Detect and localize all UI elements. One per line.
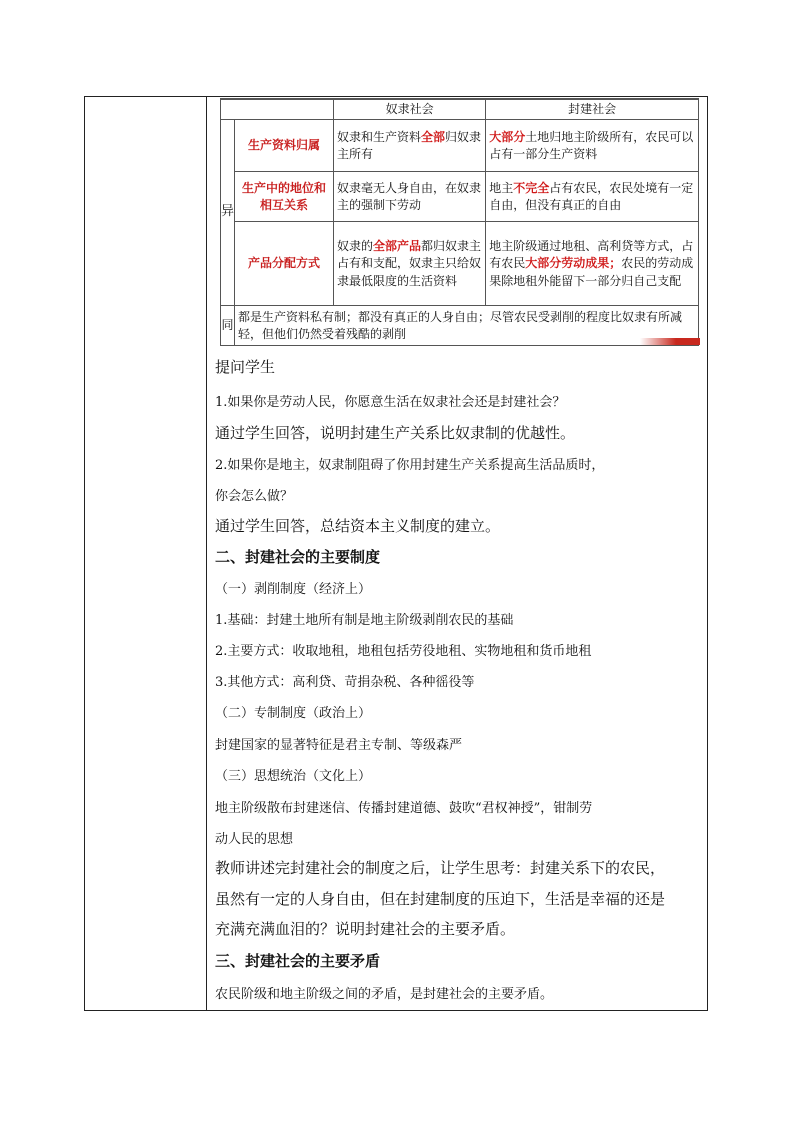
text-line: 2.如果你是地主，奴隶制阻碍了你用封建生产关系提高生活品质时， bbox=[215, 458, 605, 473]
group-diff: 异 bbox=[221, 120, 235, 306]
text-line: （二）专制制度（政治上） bbox=[215, 706, 372, 721]
feudal-cell: 地主不完全占有农民，农民处境有一定自由，但没有真正的自由 bbox=[486, 172, 699, 222]
slave-cell: 奴隶和生产资料全部归奴隶主所有 bbox=[334, 120, 486, 172]
column-divider bbox=[206, 96, 207, 1011]
same-cell: 都是生产资料私有制；都没有真正的人身自由；尽管农民受剥削的程度比奴隶有所减轻，但他们仍然受着残酷的剥削 bbox=[235, 306, 699, 346]
text-line: 动人民的思想 bbox=[215, 832, 294, 847]
section-heading: 二、封建社会的主要制度 bbox=[215, 548, 381, 566]
text-line: 2.主要方式：收取地租，地租包括劳役地租、实物地租和货币地租 bbox=[215, 644, 592, 659]
text-line: 1.如果你是劳动人民，你愿意生活在奴隶社会还是封建社会？ bbox=[215, 395, 566, 410]
row-label: 产品分配方式 bbox=[235, 222, 334, 306]
text-line: 3.其他方式：高利贷、苛捐杂税、各种徭役等 bbox=[215, 675, 475, 690]
group-same: 同 bbox=[221, 306, 235, 346]
text-line: 地主阶级散布封建迷信、传播封建道德、鼓吹“君权神授”，钳制劳 bbox=[215, 801, 593, 816]
row-label: 生产资料归属 bbox=[235, 120, 334, 172]
text-line: 农民阶级和地主阶级之间的矛盾，是封建社会的主要矛盾。 bbox=[215, 987, 554, 1002]
text-line: 虽然有一定的人身自由，但在封建制度的压迫下，生活是幸福的还是 bbox=[215, 890, 666, 908]
text-line: 你会怎么做？ bbox=[215, 489, 294, 504]
text-line: 教师讲述完封建社会的制度之后，让学生思考：封建关系下的农民， bbox=[215, 859, 666, 877]
header-feudal: 封建社会 bbox=[486, 99, 699, 120]
slave-cell: 奴隶的全部产品都归奴隶主占有和支配，奴隶主只给奴隶最低限度的生活资料 bbox=[334, 222, 486, 306]
decorative-ribbon bbox=[640, 338, 700, 345]
text-line: 1.基础：封建土地所有制是地主阶级剥削农民的基础 bbox=[215, 613, 514, 628]
text-line: （三）思想统治（文化上） bbox=[215, 769, 372, 784]
feudal-cell: 地主阶级通过地租、高利贷等方式，占有农民大部分劳动成果；农民的劳动成果除地租外能留下一部分归自己支配 bbox=[486, 222, 699, 306]
header-blank bbox=[221, 99, 334, 120]
text-line: （一）剥削制度（经济上） bbox=[215, 582, 372, 597]
section-heading: 三、封建社会的主要矛盾 bbox=[215, 952, 381, 970]
text-line: 充满充满血泪的？说明封建社会的主要矛盾。 bbox=[215, 920, 516, 938]
slave-cell: 奴隶毫无人身自由，在奴隶主的强制下劳动 bbox=[334, 172, 486, 222]
text-line: 封建国家的显著特征是君主专制、等级森严 bbox=[215, 738, 463, 753]
row-label: 生产中的地位和相互关系 bbox=[235, 172, 334, 222]
feudal-cell: 大部分土地归地主阶级所有，农民可以占有一部分生产资料 bbox=[486, 120, 699, 172]
header-slave: 奴隶社会 bbox=[334, 99, 486, 120]
text-line: 通过学生回答，说明封建生产关系比奴隶制的优越性。 bbox=[215, 424, 576, 442]
text-line: 通过学生回答，总结资本主义制度的建立。 bbox=[215, 517, 501, 535]
text-line: 提问学生 bbox=[215, 358, 276, 376]
comparison-table bbox=[220, 98, 699, 345]
